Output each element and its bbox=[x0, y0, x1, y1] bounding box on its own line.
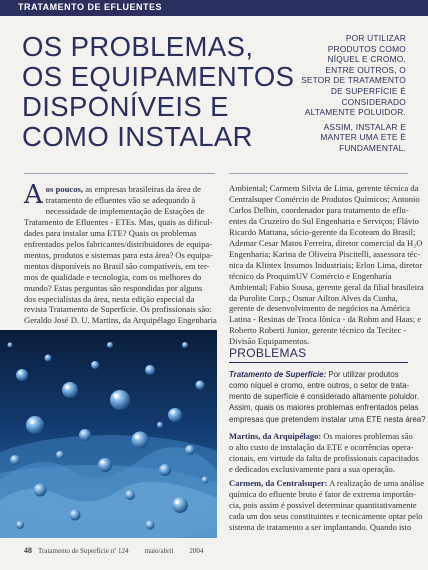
body-line: empresas que pretendem instalar uma ETE nesta área? bbox=[229, 414, 426, 424]
body-line: técnico da ProquimUV Comércio e Engenharia bbox=[229, 270, 392, 281]
deck-line: POR UTILIZAR bbox=[345, 33, 406, 43]
answer-carmem bbox=[229, 478, 424, 533]
body-line: Assim, quais os maiores problemas enfrentados pelas bbox=[229, 403, 419, 413]
body-line: e dedicados exclusivamente para a sua operação. bbox=[229, 464, 395, 475]
answer-martins bbox=[229, 431, 419, 475]
deck-line: CONSIDERADO bbox=[341, 96, 406, 107]
headline-line: OS PROBLEMAS, bbox=[22, 31, 254, 62]
water-splash-image bbox=[0, 330, 217, 538]
body-line: como níquel e cromo, entre outros, o setor de trata- bbox=[229, 381, 410, 391]
body-line: entes da Cruzeiro do Sul Engenharia e Serviços; Flávio bbox=[229, 215, 419, 226]
page-footer bbox=[24, 546, 203, 555]
deck-line: ALTAMENTE POLUIDOR. bbox=[304, 107, 406, 118]
magazine-name: Tratamento de Superfície nº 124 bbox=[38, 547, 129, 555]
body-line: os poucos, as empresas brasileiras da área de bbox=[45, 184, 201, 194]
body-line: gerente de desenvolvimento de negócios na América bbox=[229, 303, 410, 314]
headline-line: DISPONÍVEIS E bbox=[22, 91, 229, 122]
body-line: Geraldo José D. U. Martins, da Arquipélago Engenharia bbox=[24, 315, 217, 326]
body-line: Latina - Resinas de Troca Iônica - da Rohm and Haas; e bbox=[229, 314, 422, 325]
section-title-problemas: PROBLEMAS bbox=[229, 346, 307, 360]
question-paragraph bbox=[229, 369, 426, 425]
body-line: mento de superfície é considerado altamente poluidor. bbox=[229, 392, 419, 402]
body-line: cionais, em virtude da falta de profissionais capacitados bbox=[229, 453, 419, 464]
body-line: Ambiental; Fabio Sousa, gerente geral da filial brasileira bbox=[229, 281, 424, 292]
body-line: Ricardo Mattana, sócio-gerente da Ecoteam do Brasil; bbox=[229, 226, 416, 237]
body-line: Engenharia; Karina de Oliveira Piscitelli, assessora téc- bbox=[229, 248, 421, 259]
body-line: Divisão Equipamentos. bbox=[229, 336, 310, 347]
page-number: 48 bbox=[24, 546, 32, 555]
article-deck bbox=[276, 33, 406, 154]
deck-line: ASSIM, INSTALAR E bbox=[323, 121, 406, 132]
headline-line: OS EQUIPAMENTOS bbox=[22, 61, 295, 92]
body-line: mentos, produtos e sistemas para esta área? Os equipa- bbox=[24, 249, 213, 260]
deck-line: SETOR DE TRATAMENTO bbox=[301, 75, 406, 86]
body-line: Roberto Roberti Junior, gerente técnico da Tecitec - bbox=[229, 325, 407, 336]
body-line: da Purolite Corp.; Osmar Ailton Alves da Cunha, bbox=[229, 292, 398, 303]
specialists-column bbox=[229, 183, 424, 347]
body-line: necessidade de implementação de Estações de bbox=[45, 205, 205, 216]
issue-months: maio/abril bbox=[144, 547, 174, 555]
body-line: Tratamento de Superfície: Por utilizar produtos bbox=[229, 370, 399, 379]
body-line: Ambiental; Carmem Silvia de Lima, gerente técnica da bbox=[229, 183, 419, 193]
speaker-label: Carmem, da Centralsuper: bbox=[229, 478, 328, 488]
body-line: Carlos Delbin, coordenador para tratamento de eflu- bbox=[229, 204, 409, 215]
deck-line: PRODUTOS COMO bbox=[327, 43, 406, 54]
dropcap: A bbox=[24, 180, 43, 210]
body-line: tratamento de efluentes vão se adequando à bbox=[45, 194, 196, 205]
body-line: o alto custo de instalação da ETE e ocorrências opera- bbox=[229, 442, 414, 453]
body-line: dades para instalar uma ETE? Quais os problemas bbox=[24, 227, 197, 238]
rule-right bbox=[229, 173, 408, 174]
body-line: cada um dos seus constituintes e tecnicamente optar pelo bbox=[229, 511, 423, 522]
deck-line: NÍQUEL E CROMO, bbox=[327, 54, 406, 65]
body-line: dos especialistas da área, nesta edição especial da bbox=[24, 293, 195, 304]
lead-in: os poucos, bbox=[45, 184, 84, 194]
section-label: TRATAMENTO DE EFLUENTES bbox=[18, 2, 162, 12]
speaker-label: Tratamento de Superfície: bbox=[229, 370, 327, 379]
body-line: mentos disponíveis no Brasil são compatíveis, em ter- bbox=[24, 260, 210, 271]
body-line: Tratamento de Efluentes - ETEs. Mas, quais as dificul- bbox=[24, 216, 213, 227]
body-line: mos de qualidade e tecnologia, com os melhores do bbox=[24, 271, 202, 282]
deck-line: ENTRE OUTROS, O bbox=[325, 64, 406, 75]
body-line: cia, pois assim é possível determinar quantitativamente bbox=[229, 500, 417, 511]
body-line: química do efluente bruto é fator de extrema importân- bbox=[229, 489, 416, 500]
article-headline bbox=[22, 31, 295, 152]
body-line: Martins, da Arquipélago: Os maiores problemas são bbox=[229, 431, 413, 441]
body-line: nica da Klintex Insumos Industriais; Erlon Lima, diretor bbox=[229, 259, 423, 270]
section-rule bbox=[229, 362, 408, 363]
body-line: enfrentados pelos fabricantes/distribuidores de equipa- bbox=[24, 238, 213, 249]
water-droplets-photo bbox=[0, 330, 217, 538]
deck-line: FUNDAMENTAL. bbox=[339, 142, 406, 153]
body-line: revista Tratamento de Superfície. Os profissionais são: bbox=[24, 304, 212, 315]
intro-column bbox=[24, 180, 217, 326]
issue-year: 2004 bbox=[189, 547, 204, 555]
deck-line: MANTER UMA ETE É bbox=[320, 132, 406, 143]
rule-left bbox=[24, 173, 215, 174]
body-line: mundo? Estas perguntas são respondidas por alguns bbox=[24, 282, 203, 293]
body-line: sistema de tratamento a ser implantando. Quando isto bbox=[229, 522, 412, 533]
headline-line: COMO INSTALAR bbox=[22, 121, 253, 152]
deck-line: DE SUPERFÍCIE É bbox=[330, 85, 406, 96]
body-line: Carmem, da Centralsuper: A realização de uma análise bbox=[229, 478, 424, 488]
body-line: Ademar Cesar Matos Ferreira, diretor comercial da H₂O bbox=[229, 237, 423, 248]
body-line: Centralsuper Comércio de Produtos Químicos; Antonio bbox=[229, 193, 420, 204]
speaker-label: Martins, da Arquipélago: bbox=[229, 431, 322, 441]
section-header-bar bbox=[0, 0, 428, 16]
